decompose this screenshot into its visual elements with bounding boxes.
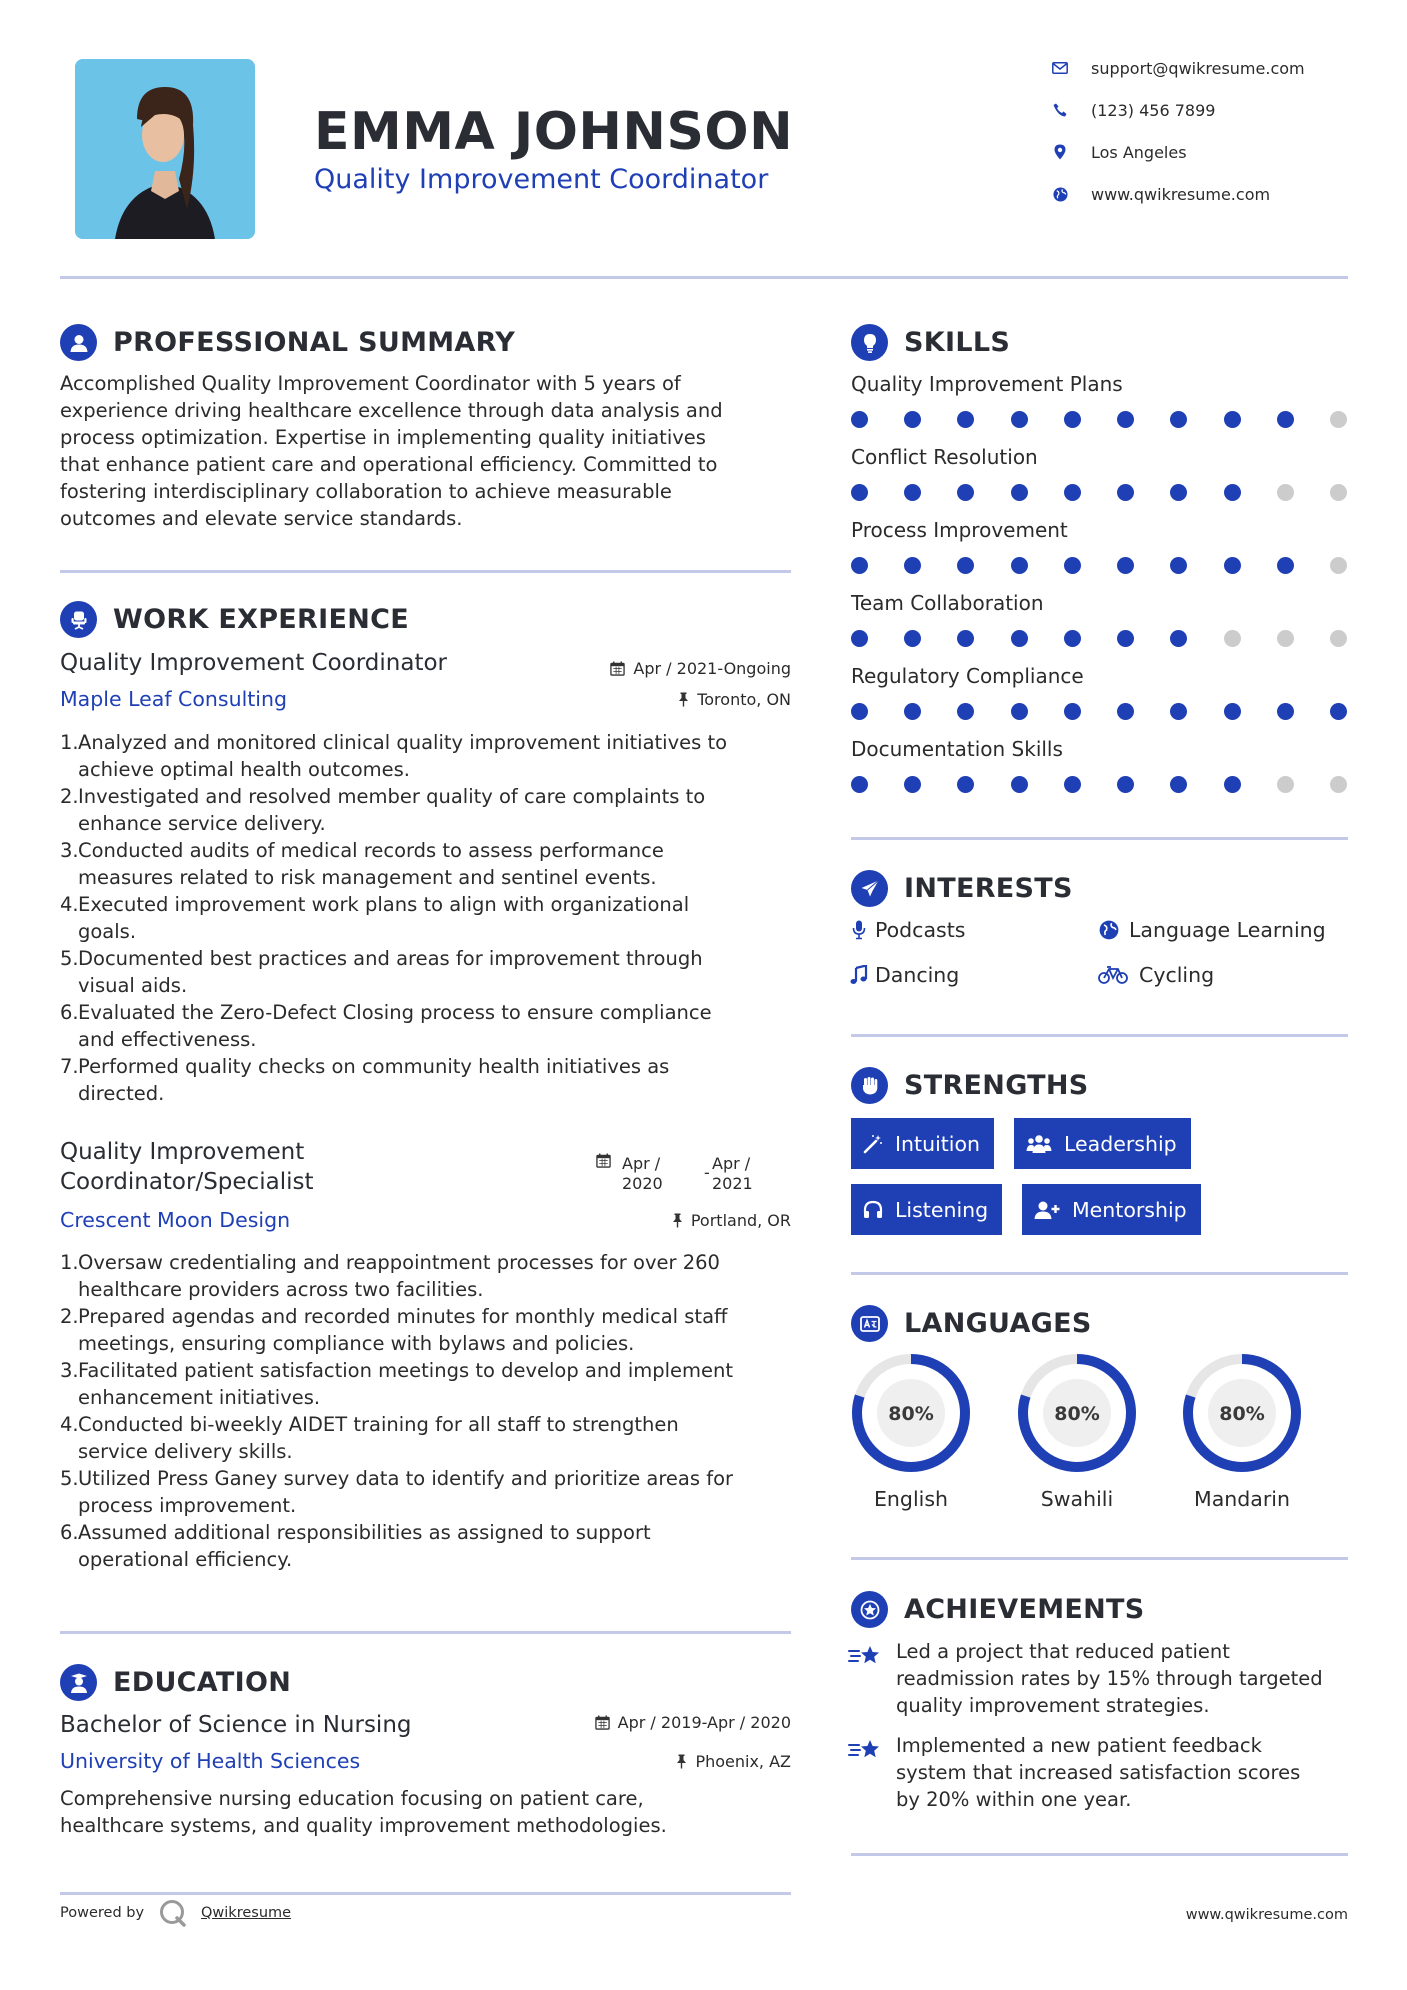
education-location: [676, 1752, 791, 1771]
contact-location-text: Los Angeles: [1091, 142, 1187, 162]
skill-dot-filled: [1170, 557, 1187, 574]
job-dates: [610, 659, 791, 678]
strength-tag: Listening: [851, 1184, 1002, 1235]
magic-wand-icon: [863, 1134, 883, 1154]
section-divider: [851, 1557, 1348, 1560]
list-item: Conducted bi-weekly AIDET training for all staff to strengthen service delivery skills.: [78, 1413, 679, 1463]
job-dates-separator: -: [704, 1163, 710, 1182]
education-location-text: Phoenix, AZ: [695, 1752, 791, 1771]
skill-dot-filled: [1117, 484, 1134, 501]
skill-dot-filled: [1170, 484, 1187, 501]
skill-dot-filled: [1011, 411, 1028, 428]
candidate-name: EMMA JOHNSON: [314, 102, 794, 162]
skill-dot-filled: [904, 557, 921, 574]
calendar-icon: [610, 661, 625, 676]
list-item: Oversaw credentialing and reappointment processes for over 260 healthcare providers across two facilities.: [78, 1251, 720, 1301]
skill-name: Quality Improvement Plans: [851, 372, 1123, 396]
summary-text: [60, 370, 800, 532]
skill-rating: [851, 484, 1347, 501]
skill-dot-filled: [1170, 703, 1187, 720]
skill-dot-filled: [904, 630, 921, 647]
skill-dot-filled: [1064, 630, 1081, 647]
microphone-icon: [847, 920, 871, 940]
skill-rating: [851, 557, 1347, 574]
user-icon: [60, 324, 97, 361]
education-dates: [595, 1713, 791, 1732]
job-dates-end: Apr / 2021: [712, 1154, 753, 1193]
skill-dot-filled: [1064, 776, 1081, 793]
section-divider: [60, 1631, 791, 1634]
section-divider: [851, 1272, 1348, 1275]
skill-dot-filled: [1224, 703, 1241, 720]
summary-line: process optimization. Expertise in implementing quality initiatives: [60, 426, 706, 449]
skill-dot-filled: [1117, 411, 1134, 428]
skill-dot-filled: [957, 484, 974, 501]
job-location: [672, 1211, 791, 1230]
skill-dot-filled: [1117, 703, 1134, 720]
language-percent: 80%: [1219, 1403, 1265, 1425]
job-dates-start: Apr / 2020: [622, 1154, 663, 1193]
globe-icon: [1050, 184, 1070, 204]
job-location-text: Toronto, ON: [697, 690, 791, 709]
skill-dot-empty: [1330, 776, 1347, 793]
skill-dot-filled: [1117, 630, 1134, 647]
education-title: EDUCATION: [113, 1667, 292, 1698]
skill-dot-filled: [1277, 703, 1294, 720]
list-item: Utilized Press Ganey survey data to identify and prioritize areas for process improvement.: [78, 1467, 734, 1517]
list-item: Prepared agendas and recorded minutes for monthly medical staff meetings, ensuring compliance with bylaws and policies.: [78, 1305, 728, 1355]
profile-photo: [75, 59, 255, 239]
globe-icon: [1097, 920, 1121, 940]
job-title: Quality Improvement Coordinator: [60, 650, 447, 676]
language-item: [850, 1352, 972, 1478]
calendar-icon: [595, 1715, 610, 1730]
work-heading: [60, 601, 409, 638]
section-divider: [851, 1853, 1348, 1856]
list-item: Executed improvement work plans to align with organizational goals.: [78, 893, 690, 943]
company-name: Maple Leaf Consulting: [60, 687, 288, 711]
skill-row: [851, 737, 1347, 810]
skill-dot-filled: [1117, 557, 1134, 574]
skill-dot-filled: [1064, 411, 1081, 428]
interests-title: INTERESTS: [904, 873, 1073, 904]
skill-dot-filled: [904, 703, 921, 720]
skill-dot-filled: [957, 703, 974, 720]
list-item: Documented best practices and areas for improvement through visual aids.: [78, 947, 703, 997]
skill-row: [851, 591, 1347, 664]
skill-dot-filled: [1277, 411, 1294, 428]
star-badge-icon: [851, 1591, 888, 1628]
skill-dot-filled: [957, 630, 974, 647]
skill-dot-filled: [1011, 557, 1028, 574]
summary-line: Accomplished Quality Improvement Coordinator with 5 years of: [60, 372, 681, 395]
work-title: WORK EXPERIENCE: [113, 604, 409, 635]
language-progress-ring: [850, 1352, 972, 1474]
interest-item: Cycling: [1097, 963, 1214, 987]
map-pin-icon: [1050, 142, 1070, 162]
job-responsibilities: [60, 729, 800, 1107]
summary-heading: [60, 324, 515, 361]
skill-dot-empty: [1330, 484, 1347, 501]
list-item: Assumed additional responsibilities as assigned to support operational efficiency.: [78, 1521, 651, 1571]
skill-dot-filled: [1011, 630, 1028, 647]
contact-email[interactable]: [1050, 58, 1305, 78]
strengths-heading: [851, 1067, 1089, 1104]
skill-dot-filled: [1064, 703, 1081, 720]
language-item: [1181, 1352, 1303, 1478]
education-description: Comprehensive nursing education focusing on patient care, healthcare systems, and quality improvement methodologies.: [60, 1787, 667, 1837]
list-item: Investigated and resolved member quality of care complaints to enhance service delivery.: [78, 785, 706, 835]
skill-dot-filled: [1170, 776, 1187, 793]
users-icon: [1026, 1134, 1052, 1154]
user-plus-icon: [1034, 1200, 1060, 1220]
language-percent: 80%: [888, 1403, 934, 1425]
strength-tag: Intuition: [851, 1118, 994, 1169]
skill-dot-filled: [1330, 703, 1347, 720]
skill-rating: [851, 630, 1347, 647]
contact-website-text: www.qwikresume.com: [1091, 184, 1271, 204]
skill-dot-filled: [957, 557, 974, 574]
header-divider: [60, 276, 1348, 279]
contact-phone[interactable]: [1050, 100, 1215, 120]
skill-dot-filled: [1277, 557, 1294, 574]
skills-title: SKILLS: [904, 327, 1011, 358]
skill-dot-filled: [1117, 776, 1134, 793]
list-item: Evaluated the Zero-Defect Closing process to ensure compliance and effectiveness.: [78, 1001, 712, 1051]
skill-dot-filled: [851, 411, 868, 428]
headphones-icon: [863, 1200, 883, 1220]
school-name: University of Health Sciences: [60, 1749, 361, 1773]
skill-row: [851, 664, 1347, 737]
summary-title: PROFESSIONAL SUMMARY: [113, 327, 516, 358]
skill-dot-filled: [851, 630, 868, 647]
degree-title: Bachelor of Science in Nursing: [60, 1712, 412, 1738]
summary-line: fostering interdisciplinary collaboration to achieve measurable: [60, 480, 672, 503]
calendar-icon: [596, 1153, 614, 1172]
skill-name: Conflict Resolution: [851, 445, 1038, 469]
strengths-title: STRENGTHS: [904, 1070, 1089, 1101]
skill-name: Process Improvement: [851, 518, 1068, 542]
interest-item: Podcasts: [847, 918, 965, 942]
language-progress-ring: [1181, 1352, 1303, 1474]
fist-icon: [851, 1067, 888, 1104]
skill-dot-empty: [1277, 776, 1294, 793]
skill-dot-filled: [1011, 776, 1028, 793]
list-item: Facilitated patient satisfaction meetings to develop and implement enhancement initiatives.: [78, 1359, 734, 1409]
achievement-item: Implemented a new patient feedback system that increased satisfaction scores by 20% within one year.: [896, 1734, 1301, 1811]
skill-name: Documentation Skills: [851, 737, 1063, 761]
contact-location: [1050, 142, 1187, 162]
education-heading: [60, 1664, 291, 1701]
summary-line: outcomes and elevate service standards.: [60, 507, 463, 530]
bicycle-icon: [1097, 965, 1129, 985]
skills-heading: [851, 324, 1010, 361]
skill-row: [851, 372, 1347, 445]
skill-dot-empty: [1277, 484, 1294, 501]
skill-dot-filled: [957, 411, 974, 428]
envelope-icon: [1050, 58, 1070, 78]
skill-name: Regulatory Compliance: [851, 664, 1084, 688]
skill-dot-filled: [1064, 557, 1081, 574]
avatar: [75, 59, 255, 239]
list-item: Analyzed and monitored clinical quality improvement initiatives to achieve optimal health outcomes.: [78, 731, 728, 781]
contact-website[interactable]: [1050, 184, 1270, 204]
lightbulb-icon: [851, 324, 888, 361]
briefcase-chair-icon: [60, 601, 97, 638]
company-name: Crescent Moon Design: [60, 1208, 291, 1232]
pushpin-icon: [678, 692, 689, 707]
paper-plane-icon: [851, 870, 888, 907]
languages-title: LANGUAGES: [904, 1308, 1092, 1339]
languages-heading: [851, 1305, 1092, 1342]
skill-dot-filled: [1224, 557, 1241, 574]
candidate-role: Quality Improvement Coordinator: [314, 164, 769, 195]
powered-by-label: Powered by: [60, 1905, 145, 1921]
education-dates-text: Apr / 2019-Apr / 2020: [617, 1713, 791, 1732]
pushpin-icon: [676, 1754, 687, 1769]
skill-dot-filled: [904, 411, 921, 428]
contact-email-text: support@qwikresume.com: [1091, 58, 1305, 78]
skill-row: [851, 445, 1347, 518]
skill-dot-empty: [1330, 411, 1347, 428]
language-name: English: [873, 1487, 949, 1511]
skill-dot-filled: [851, 557, 868, 574]
qwikresume-link[interactable]: Qwikresume: [201, 1905, 292, 1921]
section-divider: [60, 570, 791, 573]
interest-item: Language Learning: [1097, 918, 1326, 942]
skill-dot-filled: [957, 776, 974, 793]
strength-tag: Leadership: [1014, 1118, 1191, 1169]
section-divider: [851, 1034, 1348, 1037]
skill-dot-filled: [851, 703, 868, 720]
interests-heading: [851, 870, 1073, 907]
graduate-icon: [60, 1664, 97, 1701]
skill-rating: [851, 776, 1347, 793]
language-name: Swahili: [1040, 1487, 1114, 1511]
job-title: Quality Improvement Coordinator/Specialist: [60, 1139, 314, 1195]
phone-icon: [1050, 100, 1070, 120]
shooting-star-icon: [848, 1737, 882, 1767]
skill-dot-filled: [1011, 484, 1028, 501]
job-dates-text: Apr / 2021-Ongoing: [633, 659, 791, 678]
section-divider: [851, 837, 1348, 840]
language-name: Mandarin: [1194, 1487, 1290, 1511]
footer-divider: [60, 1892, 791, 1895]
interest-item: Dancing: [847, 963, 959, 987]
skill-dot-filled: [1011, 703, 1028, 720]
achievements-heading: [851, 1591, 1145, 1628]
skill-dot-filled: [1064, 484, 1081, 501]
summary-line: that enhance patient care and operational efficiency. Committed to: [60, 453, 718, 476]
skill-dot-filled: [851, 776, 868, 793]
shooting-star-icon: [848, 1643, 882, 1673]
achievement-item: Led a project that reduced patient readmission rates by 15% through targeted quality improvement strategies.: [896, 1640, 1323, 1717]
job-location-text: Portland, OR: [690, 1211, 791, 1230]
contact-phone-text: (123) 456 7899: [1091, 100, 1216, 120]
achievements-title: ACHIEVEMENTS: [904, 1594, 1145, 1625]
skill-dot-filled: [904, 484, 921, 501]
skill-dot-filled: [1224, 411, 1241, 428]
music-note-icon: [847, 965, 871, 985]
language-icon: [851, 1305, 888, 1342]
list-item: Conducted audits of medical records to assess performance measures related to risk management and sentinel events.: [78, 839, 664, 889]
skill-rating: [851, 411, 1347, 428]
pushpin-icon: [672, 1213, 683, 1228]
skills-list: [851, 372, 1347, 810]
skill-dot-filled: [1224, 776, 1241, 793]
skill-rating: [851, 703, 1347, 720]
language-progress-ring: [1016, 1352, 1138, 1474]
skill-dot-filled: [851, 484, 868, 501]
footer-website-link[interactable]: www.qwikresume.com: [1185, 1907, 1348, 1923]
skill-row: [851, 518, 1347, 591]
skill-dot-empty: [1330, 557, 1347, 574]
qwikresume-logo-icon: [158, 1898, 188, 1932]
skill-dot-filled: [904, 776, 921, 793]
skill-dot-filled: [1170, 630, 1187, 647]
language-percent: 80%: [1054, 1403, 1100, 1425]
skill-dot-filled: [1170, 411, 1187, 428]
skill-dot-empty: [1330, 630, 1347, 647]
skill-dot-filled: [1224, 484, 1241, 501]
skill-dot-empty: [1224, 630, 1241, 647]
skill-dot-empty: [1277, 630, 1294, 647]
job-responsibilities: [60, 1249, 820, 1573]
job-location: [678, 690, 791, 709]
list-item: Performed quality checks on community health initiatives as directed.: [78, 1055, 670, 1105]
strength-tag: Mentorship: [1022, 1184, 1201, 1235]
skill-name: Team Collaboration: [851, 591, 1044, 615]
language-item: [1016, 1352, 1138, 1478]
summary-line: experience driving healthcare excellence through data analysis and: [60, 399, 723, 422]
